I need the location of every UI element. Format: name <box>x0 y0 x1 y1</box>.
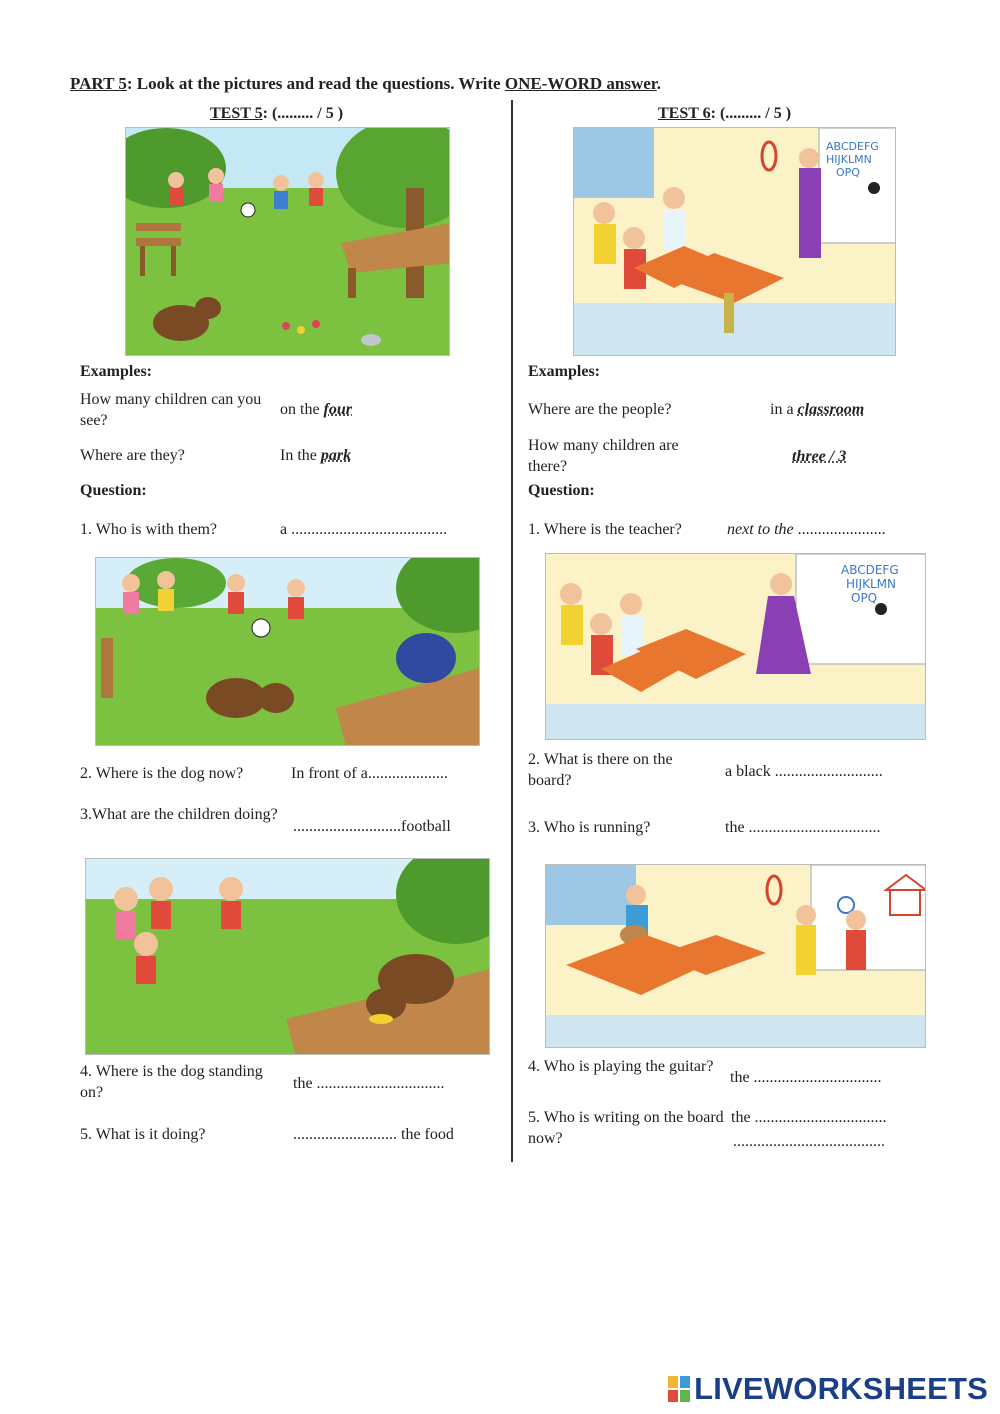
test6-label: TEST 6 <box>658 105 711 122</box>
test6-examples-label: Examples: <box>528 363 600 380</box>
test5-q1: 1. Who is with them? <box>80 521 218 538</box>
part-label: PART 5 <box>70 74 127 93</box>
test5-score: : (......... / 5 ) <box>262 105 344 122</box>
test5-q5: 5. What is it doing? <box>80 1126 206 1143</box>
classroom-picture-2 <box>545 553 926 740</box>
test5-q3: 3.What are the children doing? <box>80 806 278 823</box>
liveworksheets-logo-icon <box>668 1376 690 1402</box>
test6-a5-blank-1[interactable]: the ................................. <box>731 1109 887 1126</box>
heading-emphasis: ONE-WORD answer <box>504 74 657 93</box>
test6-question-label: Question: <box>528 482 595 499</box>
test5-example-2-answer <box>280 445 351 466</box>
test5-question-label: Question: <box>80 482 147 499</box>
test6-a1-dots: ...................... <box>797 521 886 538</box>
board2-letters-row-3: OPQ <box>851 591 878 605</box>
test6-ex1-prefix: in a <box>770 401 798 418</box>
test6-q5: 5. Who is writing on the board now? <box>528 1109 724 1147</box>
test5-label: TEST 5 <box>210 105 263 122</box>
test6-example-1-answer <box>770 399 864 420</box>
test5-ex2-prefix: In the <box>280 447 321 464</box>
classroom-picture-1 <box>573 127 896 356</box>
test5-title <box>210 105 343 123</box>
board-letters-row-3: OPQ <box>836 166 860 179</box>
test6-a1-blank[interactable] <box>727 519 886 540</box>
test6-example-1-question: Where are the people? <box>528 401 672 418</box>
test6-example-2-answer <box>792 446 846 467</box>
test6-ex2-word: three / 3 <box>792 448 847 465</box>
park-picture-1 <box>125 127 450 356</box>
test5-ex1-word: four <box>323 401 352 418</box>
test5-a3-blank[interactable]: ...........................football <box>293 818 451 835</box>
test6-ex1-word: classroom <box>797 401 865 418</box>
test6-q3: 3. Who is running? <box>528 819 651 836</box>
column-divider <box>511 100 513 1162</box>
test5-examples-label: Examples: <box>80 363 152 380</box>
test5-example-1-question: How many children can you see? <box>80 391 262 429</box>
park-picture-3 <box>85 858 490 1055</box>
board2-letters-row-1: ABCDEFG <box>841 563 899 577</box>
test6-score: : (......... / 5 ) <box>710 105 792 122</box>
test6-a2-blank[interactable]: a black ........................... <box>725 763 883 780</box>
board2-letters-row-2: HIJKLMN <box>846 577 896 591</box>
test5-a5-blank[interactable]: .......................... the food <box>293 1126 454 1143</box>
test6-a4-blank[interactable]: the ................................ <box>730 1069 882 1086</box>
board-letters-row-1: ABCDEFG <box>826 140 879 153</box>
test5-ex1-prefix: on the <box>280 401 324 418</box>
test6-example-2-question: How many children are there? <box>528 437 679 475</box>
part-heading <box>70 74 661 94</box>
test6-q1: 1. Where is the teacher? <box>528 521 682 538</box>
test6-a3-blank[interactable]: the ................................. <box>725 819 881 836</box>
test5-example-1-answer <box>280 399 352 420</box>
board-letters-row-2: HIJKLMN <box>826 153 872 166</box>
test5-a4-blank[interactable]: the ................................ <box>293 1075 445 1092</box>
classroom-picture-3 <box>545 864 926 1048</box>
test6-a5-blank-2[interactable]: ...................................... <box>733 1133 885 1150</box>
test5-a2-blank[interactable]: In front of a.................... <box>291 765 448 782</box>
liveworksheets-logo <box>668 1371 988 1407</box>
test6-q2: 2. What is there on the board? <box>528 751 673 789</box>
test6-q4: 4. Who is playing the guitar? <box>528 1058 714 1075</box>
heading-text-a: : Look at the pictures and read the questions. Write <box>126 74 505 93</box>
test5-a1-blank[interactable]: a ....................................... <box>280 521 448 538</box>
park-picture-2 <box>95 557 480 746</box>
test6-title <box>658 105 791 123</box>
test6-a1-prefix: next to the <box>727 521 798 538</box>
test5-q2: 2. Where is the dog now? <box>80 765 244 782</box>
heading-text-b: . <box>656 74 661 93</box>
test5-example-2-question: Where are they? <box>80 447 185 464</box>
test5-q4: 4. Where is the dog standing on? <box>80 1063 263 1101</box>
liveworksheets-logo-text: LIVEWORKSHEETS <box>694 1371 988 1406</box>
test5-ex2-word: park <box>320 447 352 464</box>
